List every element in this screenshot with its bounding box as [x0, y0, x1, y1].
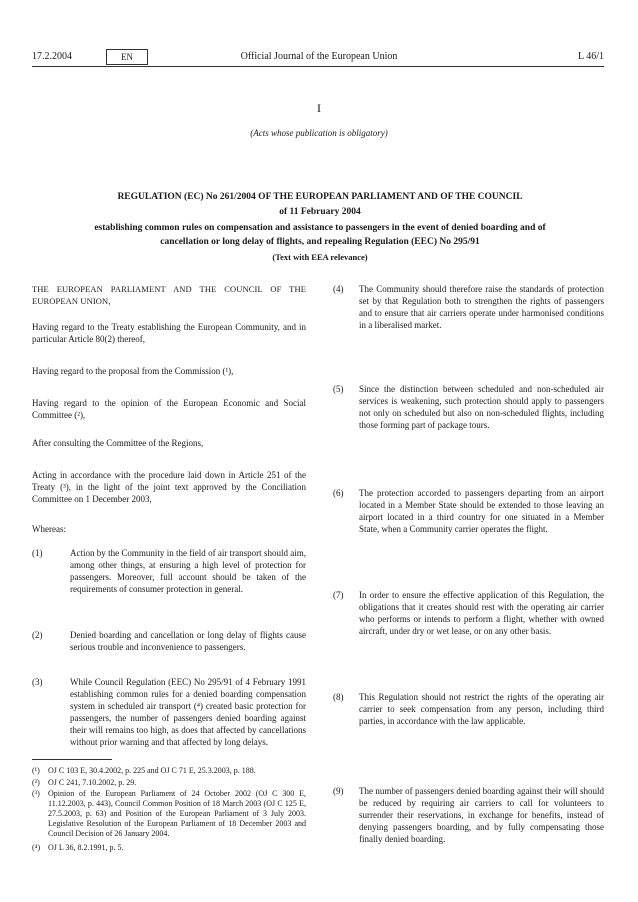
header-date: 17.2.2004: [32, 51, 72, 62]
header-divider: [32, 66, 604, 67]
recital-number: (6): [333, 488, 344, 498]
language-badge: EN: [106, 49, 148, 65]
footnote-text: OJ L 36, 8.2.1991, p. 5.: [48, 843, 124, 852]
regulation-title: REGULATION (EC) No 261/2004 OF THE EUROPEAN PARLIAMENT AND OF THE COUNCIL: [117, 192, 523, 202]
eea-relevance: (Text with EEA relevance): [272, 252, 368, 262]
journal-title: Official Journal of the European Union: [240, 51, 398, 62]
recital-number: (7): [333, 590, 344, 600]
recital-number: (4): [333, 284, 344, 294]
footnote-number: (²): [32, 778, 40, 787]
recital-text: The protection accorded to passengers departing from an airport located in a Member State should be extended to those leaving an airport located in a third country for one situated in a Member State, when a Community carrier operates the flight.: [359, 488, 604, 534]
recital-number: (5): [333, 384, 344, 394]
citation-treaty: Having regard to the Treaty establishing the European Community, and in particular Article 80(2) thereof,: [32, 322, 306, 344]
citation-committee: Having regard to the opinion of the European Economic and Social Committee (²),: [32, 398, 306, 420]
footnote-number: (³): [32, 789, 40, 798]
regulation-date: of 11 February 2004: [279, 207, 361, 217]
recital-text: The number of passengers denied boarding against their will should be reduced by requiring air carriers to call for volunteers to surrender their reservations, in exchange for benefits, instead of denying passengers boarding, and by fully compensating those finally denied boarding.: [359, 786, 604, 844]
recital-1: [32, 547, 306, 607]
left-column: [32, 283, 306, 753]
citation-commission: Having regard to the proposal from the Commission (¹),: [32, 366, 234, 376]
recital-6: [333, 487, 604, 547]
citation-regions: After consulting the Committee of the Regions,: [32, 438, 204, 448]
recital-text: Denied boarding and cancellation or long delay of flights cause serious trouble and inconvenience to passengers.: [70, 630, 306, 652]
footnote-text: OJ C 103 E, 30.4.2002, p. 225 and OJ C 71 E, 25.3.2003, p. 188.: [48, 766, 256, 775]
footnote-text: Opinion of the European Parliament of 24 October 2002 (OJ C 300 E, 11.12.2003, p. 443), Council Common Position of 18 March 2003 (OJ C 125 E, 27.5.2003, p. 63) and Position of the European Parliament of 3 July 2003. Legislative Resolution of the European Parliament of 18 December 2003 and Council Decision of 26 January 2004.: [48, 789, 306, 838]
recital-5: [333, 383, 604, 443]
footnote-4: [32, 843, 306, 855]
recital-number: (1): [32, 548, 43, 558]
footnote-1: [32, 766, 306, 778]
recital-7: [333, 589, 604, 649]
citation-procedure: Acting in accordance with the procedure laid down in Article 251 of the Treaty (³), in the light of the joint text approved by the Conciliation Committee on 1 December 2003,: [32, 470, 306, 504]
recital-2: [32, 629, 306, 659]
recital-text: Action by the Community in the field of air transport should aim, among other things, at ensuring a high level of protection for passengers. Moreover, full account should be taken of the requirements of consumer protection in general.: [70, 548, 306, 594]
footnote-divider: [32, 759, 112, 760]
right-column: [333, 283, 604, 863]
section-roman-numeral: I: [317, 101, 321, 115]
whereas-heading: Whereas:: [32, 524, 66, 534]
recital-number: (2): [32, 630, 43, 640]
recital-8: [333, 691, 604, 741]
footnote-text: OJ C 241, 7.10.2002, p. 29.: [48, 778, 137, 787]
recital-text: In order to ensure the effective application of this Regulation, the obligations that it creates should rest with the operating air carrier who performs or intends to perform a flight, whether with owned aircraft, under dry or wet lease, or on any other basis.: [359, 590, 604, 636]
preamble: THE EUROPEAN PARLIAMENT AND THE COUNCIL OF THE EUROPEAN UNION,: [32, 284, 306, 306]
recital-4: [333, 283, 604, 343]
recital-9: [333, 785, 604, 857]
recital-number: (3): [32, 677, 43, 687]
page-number: L 46/1: [577, 51, 604, 62]
footnote-number: (⁴): [32, 843, 41, 852]
recital-number: (9): [333, 786, 344, 796]
recital-3: [32, 676, 306, 756]
footnote-3: [32, 789, 306, 843]
recital-text: This Regulation should not restrict the rights of the operating air carrier to seek compensation from any person, including third parties, in accordance with the law applicable.: [359, 692, 604, 726]
recital-text: Since the distinction between scheduled and non-scheduled air services is weakening, such protection should apply to passengers not only on scheduled but also on non-scheduled flights, including those forming part of package tours.: [359, 384, 604, 430]
regulation-subject: establishing common rules on compensation and assistance to passengers in the event of denied boarding and of cancellation or long delay of flights, and repealing Regulation (EEC) No 295/91: [94, 223, 546, 247]
footnote-number: (¹): [32, 766, 40, 775]
recital-number: (8): [333, 692, 344, 702]
recital-text: The Community should therefore raise the standards of protection set by that Regulation both to strengthen the rights of passengers and to ensure that air carriers operate under harmonised conditions in a liberalised market.: [359, 284, 604, 330]
section-subtitle: (Acts whose publication is obligatory): [250, 128, 388, 138]
recital-text: While Council Regulation (EEC) No 295/91 of 4 February 1991 establishing common rules for a denied boarding compensation system in scheduled air transport (⁴) created basic protection for passengers, the number of passengers denied boarding against their will remains too high, as does that affected by cancellations without prior warning and that affected by long delays.: [70, 677, 306, 747]
